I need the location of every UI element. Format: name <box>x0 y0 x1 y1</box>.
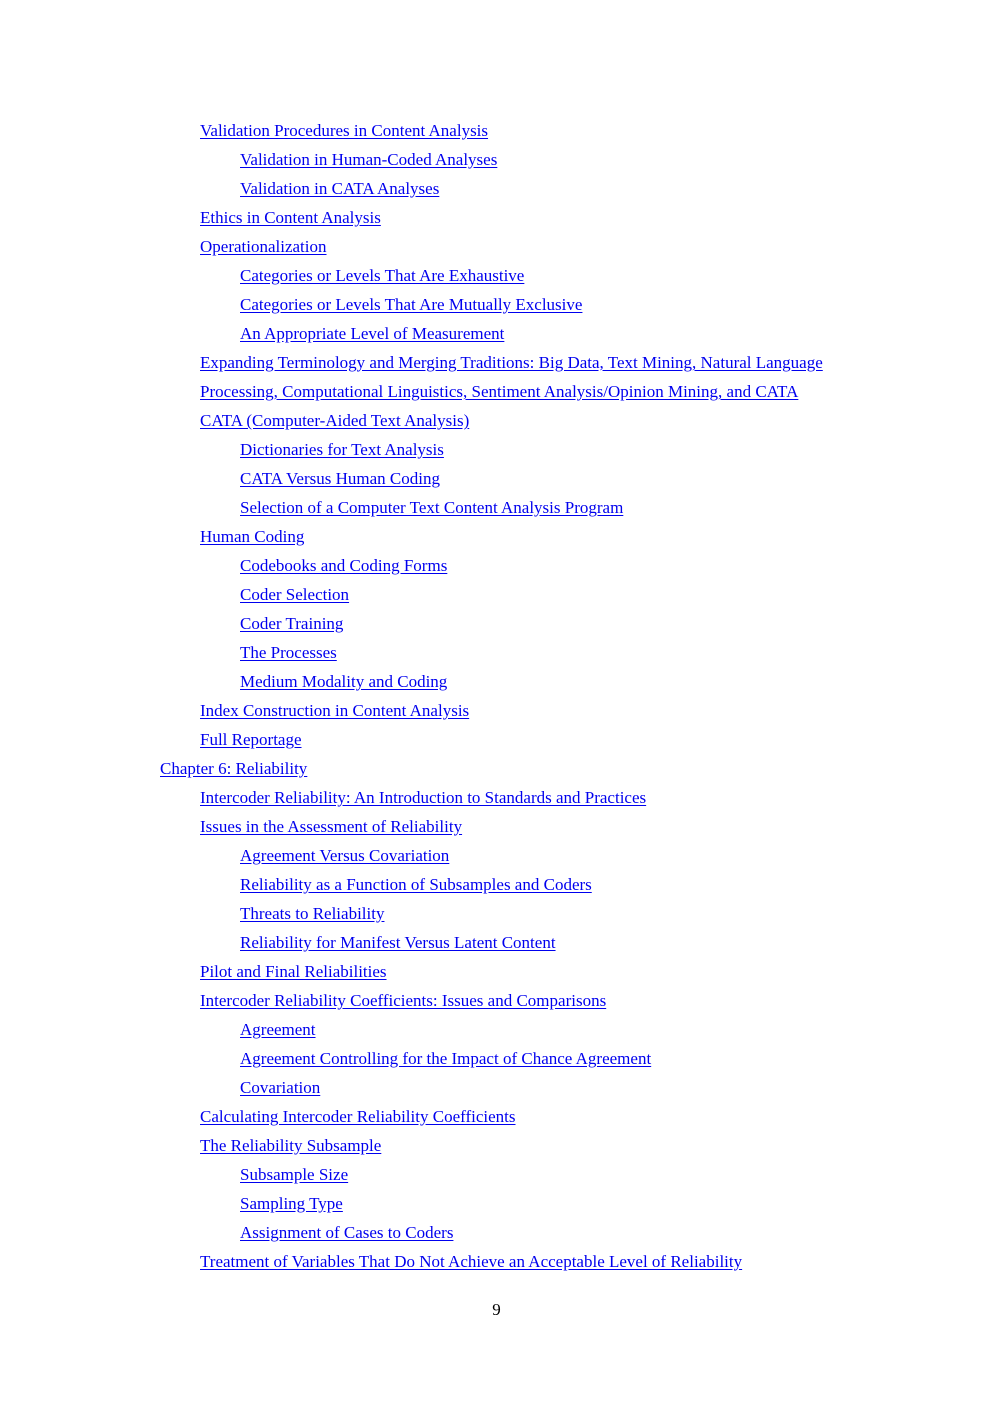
toc-link[interactable]: Issues in the Assessment of Reliability <box>200 817 463 836</box>
toc-link[interactable]: Assignment of Cases to Coders <box>240 1223 454 1242</box>
toc-link[interactable]: Reliability as a Function of Subsamples and Coders <box>240 875 592 894</box>
toc-link[interactable]: Intercoder Reliability: An Introduction to Standards and Practices <box>200 788 647 807</box>
toc-subsection-entry <box>0 928 993 957</box>
toc-subsection-entry <box>0 1160 993 1189</box>
toc-section-entry <box>0 696 993 725</box>
toc-section-entry <box>0 725 993 754</box>
toc-link[interactable]: Intercoder Reliability Coefficients: Issues and Comparisons <box>200 991 607 1010</box>
toc-section-entry <box>0 1131 993 1160</box>
toc-link[interactable]: Full Reportage <box>200 730 302 749</box>
toc-section-entry <box>0 1102 993 1131</box>
toc-link[interactable]: Coder Selection <box>240 585 350 604</box>
toc-link[interactable]: Reliability for Manifest Versus Latent Content <box>240 933 556 952</box>
toc-section-entry <box>0 377 993 406</box>
toc-subsection-entry <box>0 638 993 667</box>
toc-section-entry <box>0 348 993 377</box>
toc-link[interactable]: Chapter 6: Reliability <box>160 759 308 778</box>
toc-link[interactable]: Operationalization <box>200 237 327 256</box>
toc-section-entry <box>0 783 993 812</box>
toc-link[interactable]: Selection of a Computer Text Content Analysis Program <box>240 498 624 517</box>
toc-subsection-entry <box>0 493 993 522</box>
toc-link[interactable]: Coder Training <box>240 614 344 633</box>
toc-link[interactable]: Validation in CATA Analyses <box>240 179 440 198</box>
toc-subsection-entry <box>0 319 993 348</box>
toc-link[interactable]: Agreement Versus Covariation <box>240 846 450 865</box>
toc-subsection-entry <box>0 1044 993 1073</box>
toc-subsection-entry <box>0 174 993 203</box>
toc-link[interactable]: The Reliability Subsample <box>200 1136 382 1155</box>
toc-subsection-entry <box>0 551 993 580</box>
toc-section-entry <box>0 957 993 986</box>
toc-subsection-entry <box>0 667 993 696</box>
toc-subsection-entry <box>0 1189 993 1218</box>
toc-subsection-entry <box>0 1015 993 1044</box>
toc-link[interactable]: Ethics in Content Analysis <box>200 208 381 227</box>
toc-link[interactable]: Validation Procedures in Content Analysis <box>200 121 489 140</box>
toc-link[interactable]: Threats to Reliability <box>240 904 385 923</box>
toc-link[interactable]: Processing, Computational Linguistics, Sentiment Analysis/Opinion Mining, and CATA <box>200 382 799 401</box>
toc-link[interactable]: Human Coding <box>200 527 305 546</box>
toc-link[interactable]: Expanding Terminology and Merging Traditions: Big Data, Text Mining, Natural Language <box>200 353 823 372</box>
toc-section-entry <box>0 116 993 145</box>
toc-section-entry <box>0 986 993 1015</box>
toc-link[interactable]: CATA (Computer-Aided Text Analysis) <box>200 411 470 430</box>
toc-subsection-entry <box>0 609 993 638</box>
toc-link[interactable]: Covariation <box>240 1078 321 1097</box>
toc-section-entry <box>0 203 993 232</box>
toc-section-entry <box>0 406 993 435</box>
toc-subsection-entry <box>0 1073 993 1102</box>
toc-link[interactable]: An Appropriate Level of Measurement <box>240 324 505 343</box>
toc-section-entry <box>0 522 993 551</box>
toc-link[interactable]: Categories or Levels That Are Exhaustive <box>240 266 525 285</box>
toc-section-entry <box>0 812 993 841</box>
toc-link[interactable]: Validation in Human-Coded Analyses <box>240 150 498 169</box>
toc-link[interactable]: Calculating Intercoder Reliability Coefficients <box>200 1107 516 1126</box>
toc-link[interactable]: Medium Modality and Coding <box>240 672 448 691</box>
toc-subsection-entry <box>0 899 993 928</box>
toc-subsection-entry <box>0 1218 993 1247</box>
toc-subsection-entry <box>0 145 993 174</box>
toc-link[interactable]: Index Construction in Content Analysis <box>200 701 470 720</box>
toc-link[interactable]: Codebooks and Coding Forms <box>240 556 448 575</box>
toc-subsection-entry <box>0 290 993 319</box>
page-number: 9 <box>492 1300 501 1319</box>
toc-chapter-entry <box>0 754 993 783</box>
toc-section-entry <box>0 232 993 261</box>
toc-subsection-entry <box>0 464 993 493</box>
toc-subsection-entry <box>0 841 993 870</box>
toc-subsection-entry <box>0 870 993 899</box>
toc-link[interactable]: Categories or Levels That Are Mutually Exclusive <box>240 295 583 314</box>
toc-section-entry <box>0 1247 993 1276</box>
table-of-contents <box>0 116 993 1276</box>
toc-link[interactable]: Sampling Type <box>240 1194 343 1213</box>
toc-link[interactable]: Agreement <box>240 1020 316 1039</box>
toc-link[interactable]: CATA Versus Human Coding <box>240 469 440 488</box>
toc-subsection-entry <box>0 435 993 464</box>
toc-subsection-entry <box>0 261 993 290</box>
toc-subsection-entry <box>0 580 993 609</box>
toc-link[interactable]: The Processes <box>240 643 337 662</box>
toc-link[interactable]: Subsample Size <box>240 1165 349 1184</box>
toc-link[interactable]: Agreement Controlling for the Impact of Chance Agreement <box>240 1049 652 1068</box>
toc-link[interactable]: Pilot and Final Reliabilities <box>200 962 387 981</box>
toc-link[interactable]: Dictionaries for Text Analysis <box>240 440 444 459</box>
toc-link[interactable]: Treatment of Variables That Do Not Achieve an Acceptable Level of Reliability <box>200 1252 743 1271</box>
